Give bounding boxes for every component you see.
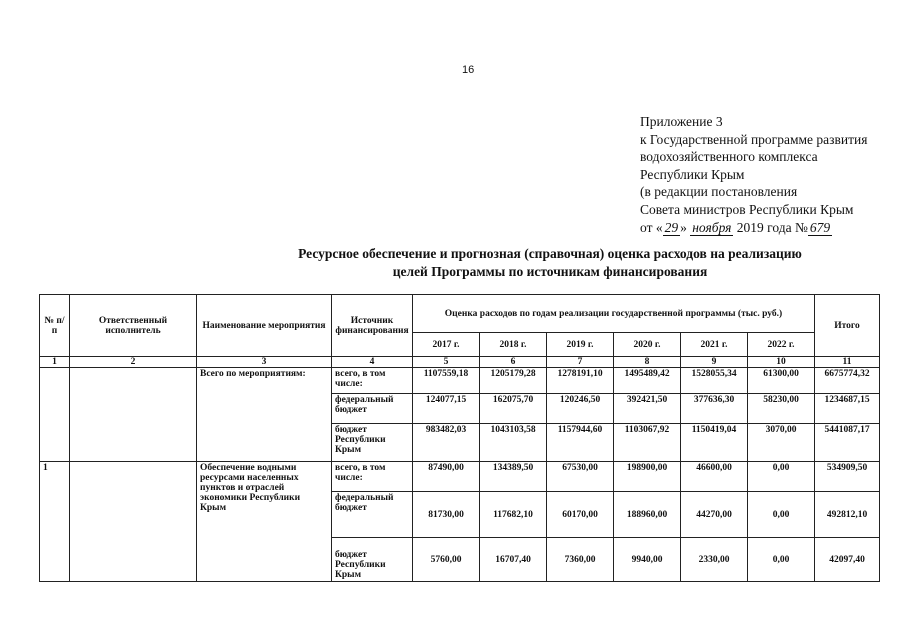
table-row <box>40 462 880 492</box>
header-estimate: Оценка расходов по годам реализации государственной программы (тыс. руб.) <box>413 295 815 333</box>
row-source: всего, в том числе: <box>332 462 413 492</box>
value-cell: 983482,03 <box>413 424 480 462</box>
appendix-line: водохозяйственного комплекса <box>640 149 818 165</box>
document-title <box>230 245 870 281</box>
date-number-handwritten: 679 <box>809 219 831 235</box>
value-cell: 58230,00 <box>748 394 815 424</box>
column-index: 6 <box>480 357 547 368</box>
header-total: Итого <box>815 295 880 357</box>
header-year: 2019 г. <box>547 333 614 357</box>
value-cell: 87490,00 <box>413 462 480 492</box>
title-line: целей Программы по источникам финансирования <box>392 264 708 279</box>
value-cell: 3070,00 <box>748 424 815 462</box>
value-cell: 120246,50 <box>547 394 614 424</box>
value-cell: 81730,00 <box>413 492 480 538</box>
value-cell: 67530,00 <box>547 462 614 492</box>
date-prefix: от « <box>640 219 663 235</box>
value-cell: 1043103,58 <box>480 424 547 462</box>
appendix-block <box>640 113 867 236</box>
date-month-handwritten: ноября <box>692 219 732 235</box>
appendix-line: Совета министров Республики Крым <box>640 201 854 217</box>
header-source: Источник финансирования <box>332 295 413 357</box>
appendix-date-line <box>640 219 867 237</box>
appendix-line: Республики Крым <box>640 166 745 182</box>
row-source: федеральный бюджет <box>332 394 413 424</box>
row-name: Всего по мероприятиям: <box>197 368 332 462</box>
row-source: бюджет Республики Крым <box>332 538 413 582</box>
column-index-row <box>40 357 880 368</box>
row-responsible <box>70 462 197 582</box>
row-responsible <box>70 368 197 462</box>
value-cell: 124077,15 <box>413 394 480 424</box>
page-number: 16 <box>462 64 475 76</box>
value-cell: 1103067,92 <box>614 424 681 462</box>
header-num: № п/п <box>40 295 70 357</box>
value-cell: 1157944,60 <box>547 424 614 462</box>
value-cell: 134389,50 <box>480 462 547 492</box>
financing-table <box>39 294 880 582</box>
column-index: 8 <box>614 357 681 368</box>
date-mid: » <box>680 219 691 235</box>
header-year: 2022 г. <box>748 333 815 357</box>
value-cell: 198900,00 <box>614 462 681 492</box>
header-year: 2018 г. <box>480 333 547 357</box>
row-source: бюджет Республики Крым <box>332 424 413 462</box>
value-cell: 0,00 <box>748 492 815 538</box>
value-cell: 377636,30 <box>681 394 748 424</box>
value-cell: 392421,50 <box>614 394 681 424</box>
column-index: 5 <box>413 357 480 368</box>
row-source: федеральный бюджет <box>332 492 413 538</box>
row-source: всего, в том числе: <box>332 368 413 394</box>
header-year: 2020 г. <box>614 333 681 357</box>
value-cell: 16707,40 <box>480 538 547 582</box>
row-num: 1 <box>40 462 70 582</box>
value-cell: 1205179,28 <box>480 368 547 394</box>
column-index: 3 <box>197 357 332 368</box>
header-name: Наименование мероприятия <box>197 295 332 357</box>
value-cell: 7360,00 <box>547 538 614 582</box>
value-cell: 61300,00 <box>748 368 815 394</box>
date-day-handwritten: 29 <box>664 219 679 235</box>
total-cell: 492812,10 <box>815 492 880 538</box>
total-cell: 42097,40 <box>815 538 880 582</box>
value-cell: 1528055,34 <box>681 368 748 394</box>
column-index: 4 <box>332 357 413 368</box>
value-cell: 1278191,10 <box>547 368 614 394</box>
total-cell: 5441087,17 <box>815 424 880 462</box>
value-cell: 1495489,42 <box>614 368 681 394</box>
total-cell: 534909,50 <box>815 462 880 492</box>
row-name: Обеспечение водными ресурсами населенных пунктов и отраслей экономики Республики Крым <box>197 462 332 582</box>
value-cell: 0,00 <box>748 462 815 492</box>
value-cell: 162075,70 <box>480 394 547 424</box>
value-cell: 9940,00 <box>614 538 681 582</box>
date-suffix: 2019 года № <box>733 219 808 235</box>
appendix-line: к Государственной программе развития <box>640 131 868 147</box>
appendix-line: Приложение 3 <box>640 114 723 129</box>
value-cell: 60170,00 <box>547 492 614 538</box>
value-cell: 0,00 <box>748 538 815 582</box>
value-cell: 5760,00 <box>413 538 480 582</box>
column-index: 11 <box>815 357 880 368</box>
total-cell: 6675774,32 <box>815 368 880 394</box>
column-index: 10 <box>748 357 815 368</box>
total-cell: 1234687,15 <box>815 394 880 424</box>
value-cell: 46600,00 <box>681 462 748 492</box>
value-cell: 1107559,18 <box>413 368 480 394</box>
appendix-line: (в редакции постановления <box>640 184 798 200</box>
title-line: Ресурсное обеспечение и прогнозная (справочная) оценка расходов на реализацию <box>298 246 802 261</box>
value-cell: 2330,00 <box>681 538 748 582</box>
header-year: 2021 г. <box>681 333 748 357</box>
value-cell: 188960,00 <box>614 492 681 538</box>
value-cell: 117682,10 <box>480 492 547 538</box>
header-year: 2017 г. <box>413 333 480 357</box>
column-index: 2 <box>70 357 197 368</box>
header-responsible: Ответственный исполнитель <box>70 295 197 357</box>
column-index: 9 <box>681 357 748 368</box>
table-row <box>40 368 880 394</box>
column-index: 7 <box>547 357 614 368</box>
value-cell: 1150419,04 <box>681 424 748 462</box>
row-num <box>40 368 70 462</box>
value-cell: 44270,00 <box>681 492 748 538</box>
column-index: 1 <box>40 357 70 368</box>
